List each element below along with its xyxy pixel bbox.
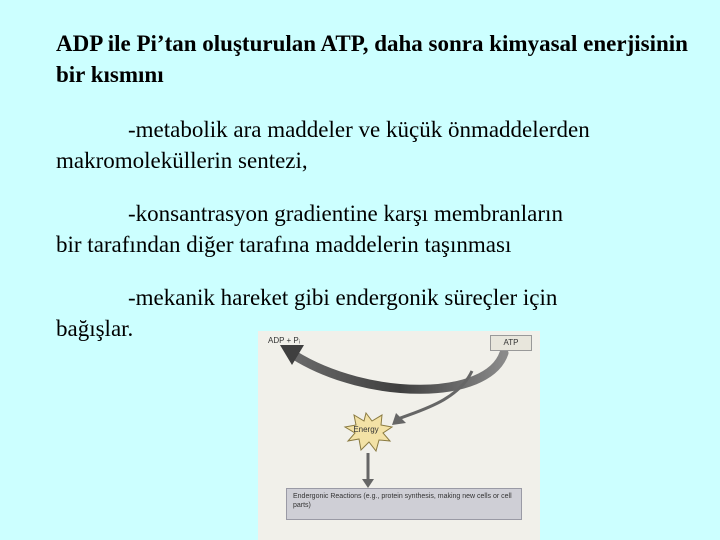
atp-cycle-figure: [258, 331, 540, 540]
recycle-arrow: [294, 353, 504, 389]
list-item-transport: [56, 198, 706, 260]
list-item-rest: makromoleküllerin sentezi,: [56, 148, 308, 173]
energy-arrow: [398, 371, 472, 419]
slide-heading: ADP ile Pi’tan oluşturulan ATP, daha sonra kimyasal enerjisinin bir kısmını: [56, 31, 688, 87]
reaction-arrow-head: [362, 479, 374, 488]
list-item-rest: bir tarafından diğer tarafına maddelerin taşınması: [56, 232, 512, 257]
list-item-rest: bağışlar.: [56, 316, 134, 341]
list-item-first-line: -metabolik ara maddeler ve küçük önmaddelerden: [128, 117, 590, 142]
list-item-first-line: -mekanik hareket gibi endergonik süreçler için: [128, 285, 558, 310]
energy-label: Energy: [353, 425, 379, 434]
atp-label: ATP: [490, 335, 532, 351]
adp-label: ADP + Pᵢ: [268, 336, 301, 345]
list-item-first-line: -konsantrasyon gradientine karşı membranların: [128, 201, 563, 226]
endergonic-reactions-box: Endergonic Reactions (e.g., protein synthesis, making new cells or cell parts): [286, 488, 522, 520]
list-item-synthesis: [56, 114, 706, 176]
energy-arrow-head: [392, 413, 406, 425]
